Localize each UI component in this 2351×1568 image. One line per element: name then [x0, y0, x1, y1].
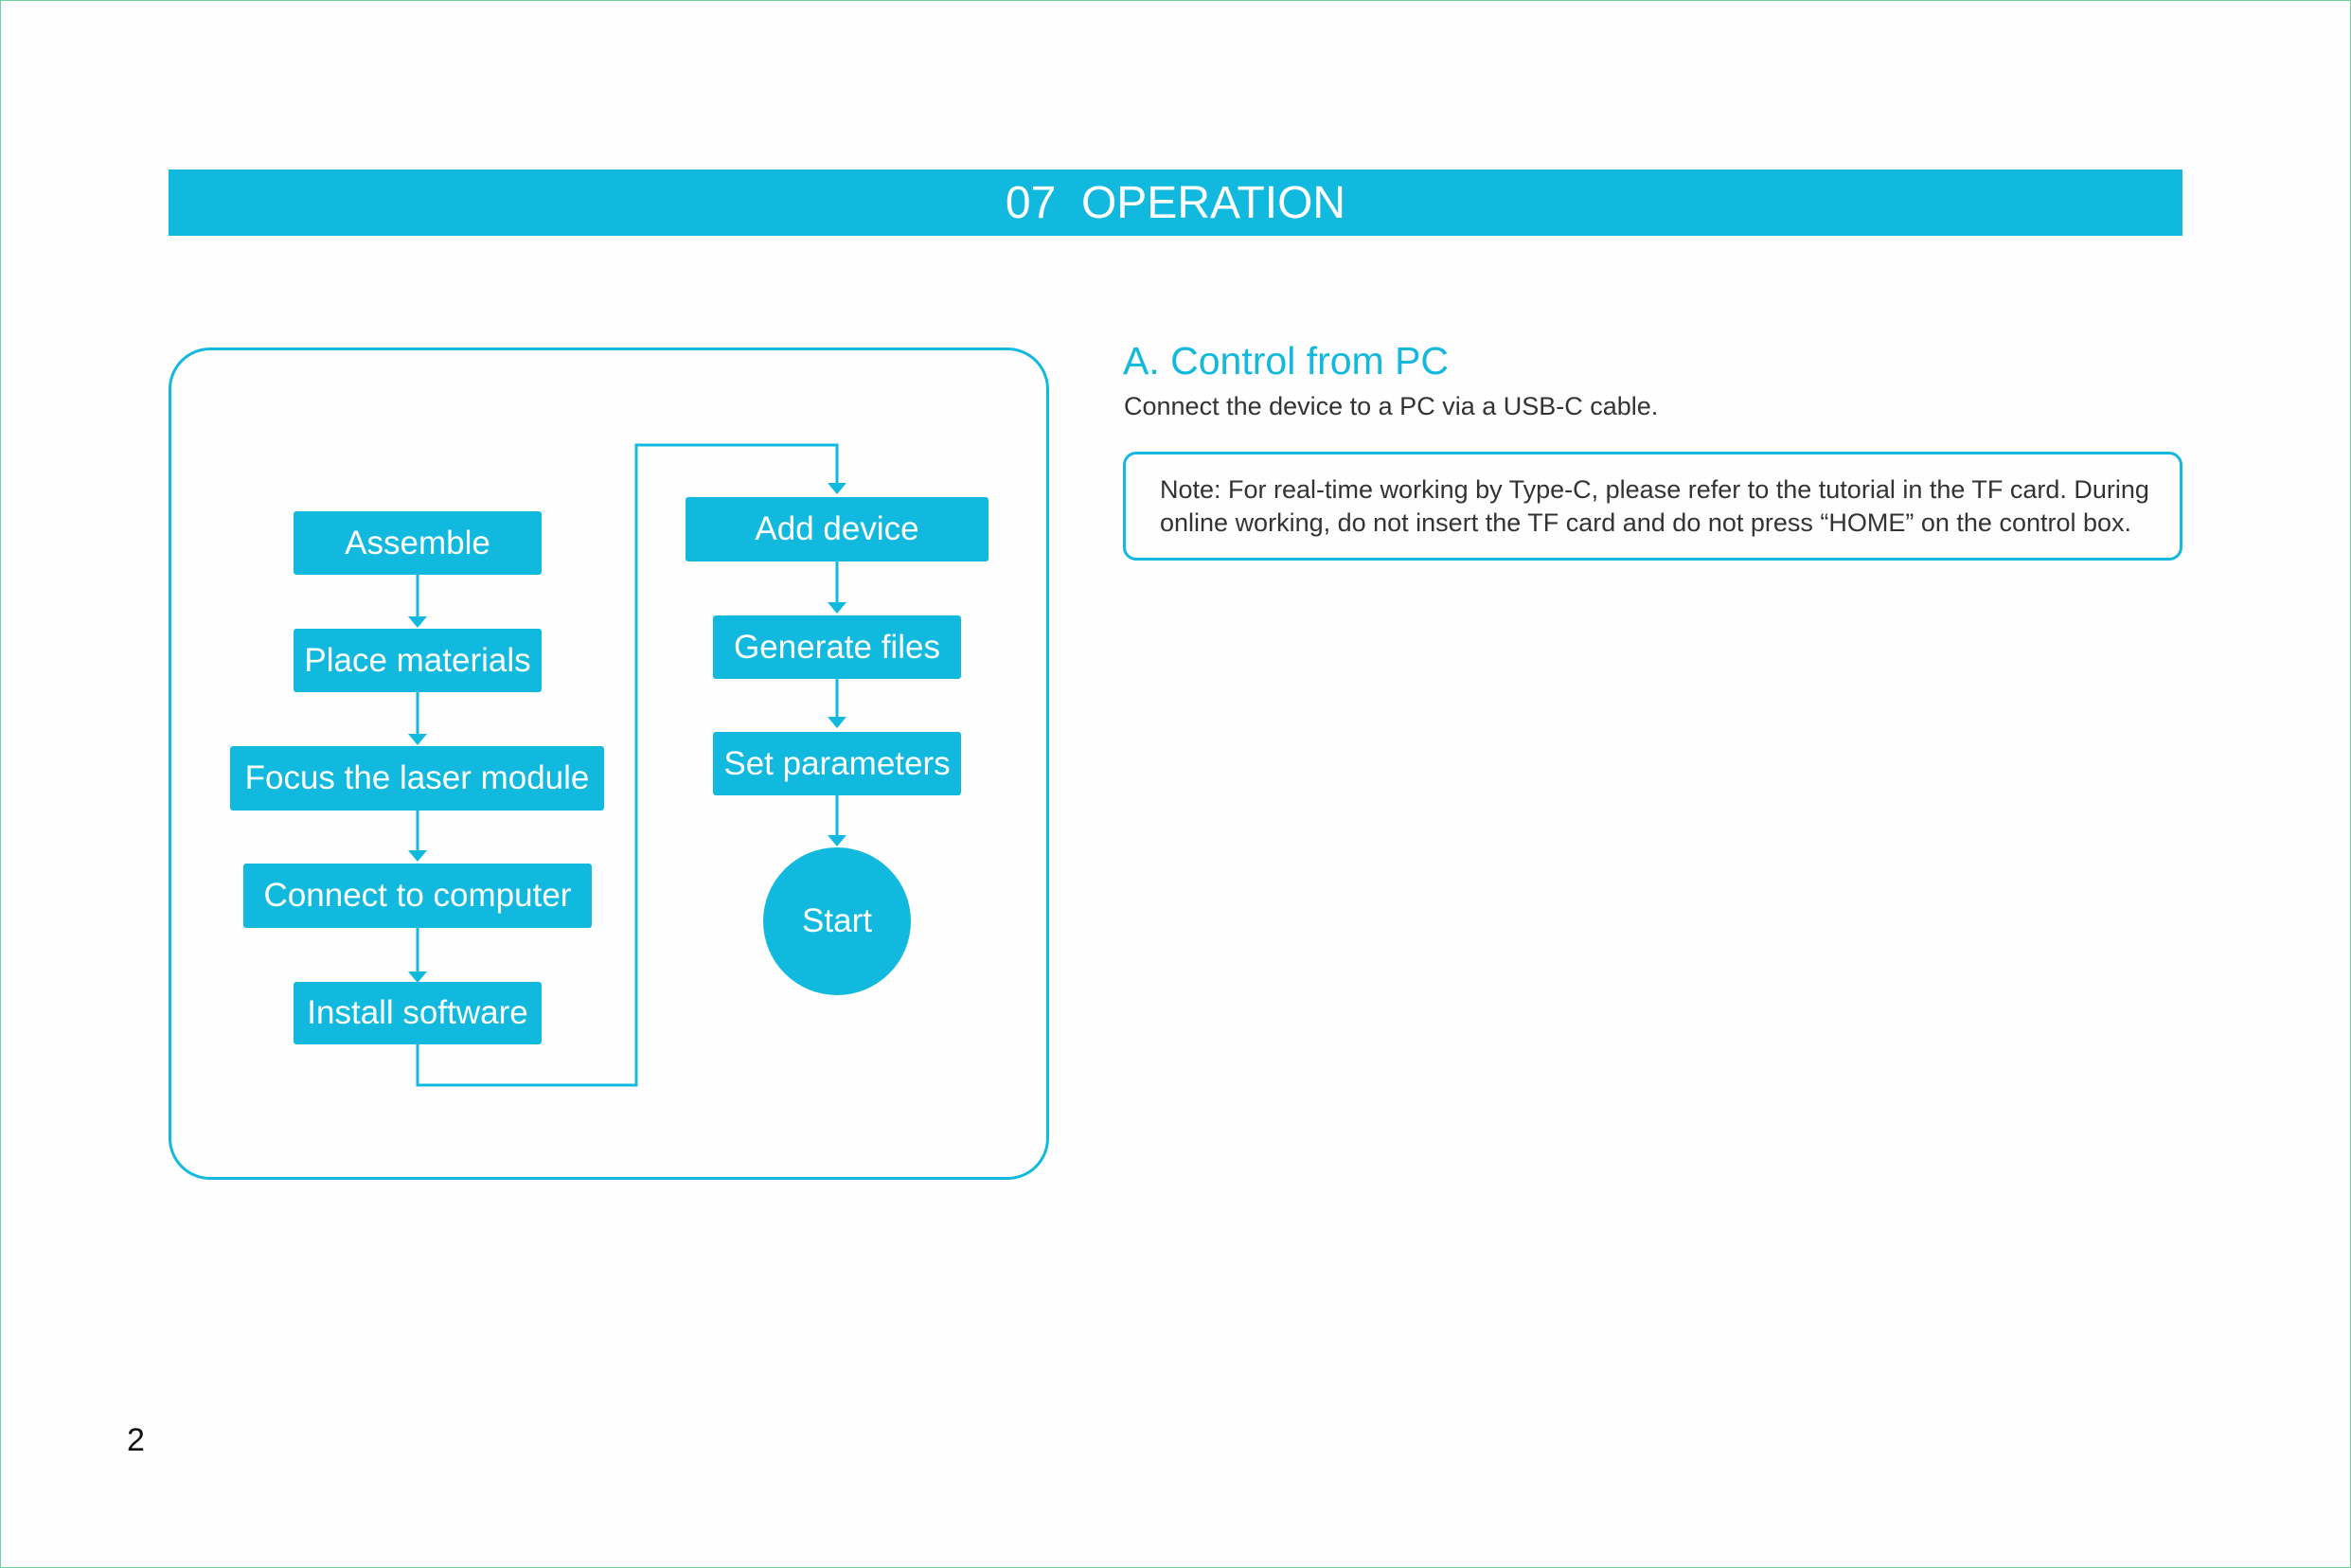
step-add-device: Add device [686, 497, 988, 561]
section-title-bar [169, 169, 2182, 236]
step-generate-files: Generate files [713, 615, 961, 679]
section-number: 07 [1005, 177, 1057, 228]
step-assemble: Assemble [294, 511, 542, 575]
step-install-software: Install software [294, 982, 542, 1044]
note-line-2: online working, do not insert the TF card and do not press “HOME” on the control box. [1160, 508, 2132, 537]
step-place-materials: Place materials [294, 629, 542, 692]
subsection-description: Connect the device to a PC via a USB-C cable. [1124, 392, 1659, 420]
page-number: 2 [127, 1422, 145, 1458]
note-line-1: Note: For real-time working by Type-C, please refer to the tutorial in the TF card. During [1160, 475, 2149, 504]
step-set-parameters: Set parameters [713, 732, 961, 795]
subsection-heading: A. Control from PC [1123, 339, 1450, 383]
step-connect-to-computer: Connect to computer [243, 864, 592, 928]
step-focus-laser-module: Focus the laser module [230, 746, 604, 811]
note-box [1123, 452, 2182, 561]
step-start: Start [763, 847, 911, 995]
section-title: OPERATION [1080, 177, 1346, 228]
